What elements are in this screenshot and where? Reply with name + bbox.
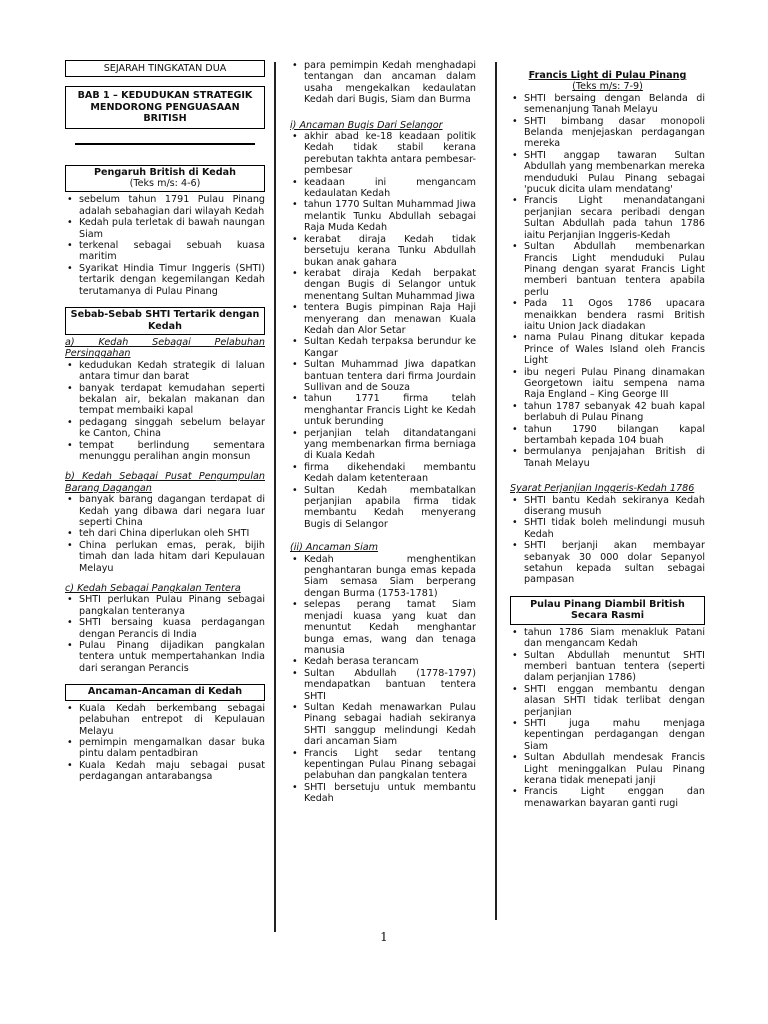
subheading-i: i) Ancaman Bugis Dari Selangor [290, 119, 443, 131]
list-item: • Kedah pula terletak di bawah naungan Siam [65, 217, 265, 240]
list-item: • Syarikat Hindia Timur Inggeris (SHTI) tertarik dengan kegemilangan Kedah terutamanya di Pulau Pinang [65, 263, 265, 297]
list-item: • SHTI berjanji akan membayar sebanyak 30 000 dolar Sepanyol setahun kepada sultan sebagai pampasan [510, 540, 705, 586]
list-item: • pemimpin mengamalkan dasar buka pintu dalam pentadbiran [65, 737, 265, 760]
subheading-a: a) Kedah Sebagai Pelabuhan Persinggahan [65, 336, 265, 360]
list-item: • Sultan Kedah menawarkan Pulau Pinang sebagai hadiah sekiranya SHTI sanggup melindungi Kedah dari ancaman Siam [290, 702, 476, 748]
list-item: • Francis Light sedar tentang kepentingan Pulau Pinang sebagai pelabuhan dan pangkalan tentera [290, 748, 476, 782]
section-heading-pengaruh [65, 165, 265, 193]
list-item: • akhir abad ke-18 keadaan politik Kedah tidak stabil kerana perebutan takhta antara pembesar-pembesar [290, 131, 476, 177]
list-item: • Sultan Muhammad Jiwa dapatkan bantuan tentera dari firma Jourdain Sullivan and de Souza [290, 359, 476, 393]
list-item: • kedudukan Kedah strategik di laluan antara timur dan barat [65, 360, 265, 383]
section-title: Pengaruh British di Kedah [94, 166, 236, 178]
spacer [65, 297, 265, 307]
list-item: • SHTI enggan membantu dengan alasan SHTI tidak terlibat dengan perjanjian [510, 684, 705, 718]
subheading-c: c) Kedah Sebagai Pangkalan Tentera [65, 583, 241, 595]
list-ii [290, 554, 476, 805]
list-item: • Pulau Pinang dijadikan pangkalan tentera untuk mempertahankan India dari serangan Perancis [65, 640, 265, 674]
section-heading-pulau-pinang: Pulau Pinang Diambil British Secara Rasmi [510, 596, 705, 625]
page-number: 1 [380, 930, 388, 944]
list-item: • China perlukan emas, perak, bijih timah dan lada hitam dari Kepulauan Melayu [65, 540, 265, 574]
text-reference: (Teks m/s: 7-9) [572, 81, 643, 93]
section-heading-ancaman: Ancaman-Ancaman di Kedah [65, 684, 265, 700]
column-3 [510, 60, 705, 809]
list-item: • SHTI bimbang dasar monopoli Belanda menjejaskan perdagangan mereka [510, 116, 705, 150]
list-item: • perjanjian telah ditandatangani yang membenarkan firma berniaga di Kuala Kedah [290, 428, 476, 462]
subheading-ii: (ii) Ancaman Siam [290, 542, 378, 554]
list-item: • teh dari China diperlukan oleh SHTI [65, 528, 265, 539]
list-item: • Pada 11 Ogos 1786 upacara menaikkan bendera rasmi British iaitu Union Jack diadakan [510, 298, 705, 332]
list-item: • banyak terdapat kemudahan seperti bekalan air, bekalan makanan dan tempat membaiki kapal [65, 383, 265, 417]
list-item: • Kuala Kedah maju sebagai pusat perdagangan antarabangsa [65, 760, 265, 783]
list-item: • SHTI bantu Kedah sekiranya Kedah diserang musuh [510, 495, 705, 518]
list-item: • tahun 1770 Sultan Muhammad Jiwa melantik Tunku Abdullah sebagai Raja Muda Kedah [290, 199, 476, 233]
list-ancaman [65, 703, 265, 783]
subheading-syarat: Syarat Perjanjian Inggeris-Kedah 1786 [510, 483, 695, 495]
list-item: • Sultan Kedah terpaksa berundur ke Kangar [290, 336, 476, 359]
list-item: • SHTI perlukan Pulau Pinang sebagai pangkalan tenteranya [65, 594, 265, 617]
section-heading-francis-light: Francis Light di Pulau Pinang [528, 70, 687, 81]
column-1 [65, 60, 265, 783]
list-item: • Sultan Abdullah (1778-1797) mendapatkan bantuan tentera SHTI [290, 668, 476, 702]
list-francis-light [510, 93, 705, 469]
list-item: • firma dikehendaki membantu Kedah dalam ketenteraan [290, 462, 476, 485]
list-a [65, 360, 265, 463]
subheading-b: b) Kedah Sebagai Pusat Pengumpulan Barang Dagangan [65, 471, 265, 494]
list-item: • tahun 1786 Siam menakluk Patani dan mengancam Kedah [510, 627, 705, 650]
list-item: • tahun 1790 bilangan kapal bertambah kepada 104 buah [510, 424, 705, 447]
list-item: • para pemimpin Kedah menghadapi tentangan dan ancaman dalam usaha mengekalkan kedaulatan Kedah dari Bugis, Siam dan Burma [290, 60, 476, 106]
list-item: • keadaan ini mengancam kedaulatan Kedah [290, 177, 476, 200]
list-item: • SHTI tidak boleh melindungi musuh Kedah [510, 517, 705, 540]
list-b [65, 494, 265, 574]
column-divider-right [495, 62, 497, 920]
list-item: • SHTI juga mahu menjaga kepentingan perdagangan dengan Siam [510, 718, 705, 752]
list-item: • Sultan Abdullah menuntut SHTI memberi bantuan tentera (seperti dalam perjanjian 1786) [510, 650, 705, 684]
list-c [65, 594, 265, 674]
list-item: • tentera Bugis pimpinan Raja Haji menyerang dan menawan Kuala Kedah dan Alor Setar [290, 302, 476, 336]
list-item: • kerabat diraja Kedah tidak bersetuju kerana Tunku Abdullah bukan anak gahara [290, 234, 476, 268]
list-item: • Kedah menghentikan penghantaran bunga emas kepada Siam semasa Siam berperang dengan Burma (1753-1781) [290, 554, 476, 600]
spacer [65, 674, 265, 684]
list-item: • sebelum tahun 1791 Pulau Pinang adalah sebahagian dari wilayah Kedah [65, 194, 265, 217]
document-title: SEJARAH TINGKATAN DUA [65, 60, 265, 77]
list-intro [290, 60, 476, 106]
list-item: • kerabat diraja Kedah berpakat dengan Bugis di Selangor untuk menentang Sultan Muhammad Jiwa [290, 268, 476, 302]
chapter-title: BAB 1 – KEDUDUKAN STRATEGIK MENDORONG PENGUASAAN BRITISH [65, 86, 265, 128]
list-item: • Kuala Kedah berkembang sebagai pelabuhan entrepot di Kepulauan Melayu [65, 703, 265, 737]
list-pulau-pinang [510, 627, 705, 810]
list-item: • tahun 1787 sebanyak 42 buah kapal berlabuh di Pulau Pinang [510, 401, 705, 424]
list-item: • Sultan Abdullah mendesak Francis Light meninggalkan Pulau Pinang kerana tidak menepati janji [510, 752, 705, 786]
list-item: • Francis Light menandatangani perjanjian secara peribadi dengan Sultan Abdullah pada tahun 1786 iaitu Perjanjian Inggeris-Kedah [510, 195, 705, 241]
list-item: • Sultan Kedah membatalkan perjanjian apabila firma tidak membantu Kedah menyerang Bugis di Selangor [290, 485, 476, 531]
list-item: • Sultan Abdullah membenarkan Francis Light menduduki Pulau Pinang dengan syarat Francis Light memberi bantuan tentera apabila perlu [510, 241, 705, 298]
list-item: • nama Pulau Pinang ditukar kepada Prince of Wales Island oleh Francis Light [510, 332, 705, 366]
list-pengaruh [65, 194, 265, 297]
list-item: • SHTI bersaing dengan Belanda di semenanjung Tanah Melayu [510, 93, 705, 116]
column-divider-left [274, 62, 276, 932]
list-item: • tempat berlindung sementara menunggu peralihan angin monsun [65, 440, 265, 463]
list-item: • Francis Light enggan dan menawarkan bayaran ganti rugi [510, 786, 705, 809]
list-item: • banyak barang dagangan terdapat di Kedah yang dibawa dari negara luar seperti China [65, 494, 265, 528]
list-item: • SHTI bersaing kuasa perdagangan dengan Perancis di India [65, 617, 265, 640]
list-item: • SHTI anggap tawaran Sultan Abdullah yang membenarkan mereka menduduki Pulau Pinang sebagai 'pucuk dicita ulam mendatang' [510, 150, 705, 196]
spacer [510, 586, 705, 596]
list-syarat [510, 495, 705, 586]
list-item: • Kedah berasa terancam [290, 656, 476, 667]
column-2 [290, 60, 476, 805]
list-i [290, 131, 476, 530]
list-item: • tahun 1771 firma telah menghantar Francis Light ke Kedah untuk berunding [290, 393, 476, 427]
list-item: • terkenal sebagai sebuah kuasa maritim [65, 240, 265, 263]
text-reference: (Teks m/s: 4-6) [129, 178, 201, 190]
list-item: • pedagang singgah sebelum belayar ke Canton, China [65, 417, 265, 440]
list-item: • selepas perang tamat Siam menjadi kuasa yang kuat dan menuntut Kedah menghantar bunga emas, wang dan tenaga manusia [290, 599, 476, 656]
list-item: • ibu negeri Pulau Pinang dinamakan Georgetown iaitu sempena nama Raja England – King George III [510, 367, 705, 401]
divider-rule [75, 143, 255, 145]
section-heading-sebab: Sebab-Sebab SHTI Tertarik dengan Kedah [65, 307, 265, 335]
list-item: • bermulanya penjajahan British di Tanah Melayu [510, 446, 705, 469]
list-item: • SHTI bersetuju untuk membantu Kedah [290, 782, 476, 805]
